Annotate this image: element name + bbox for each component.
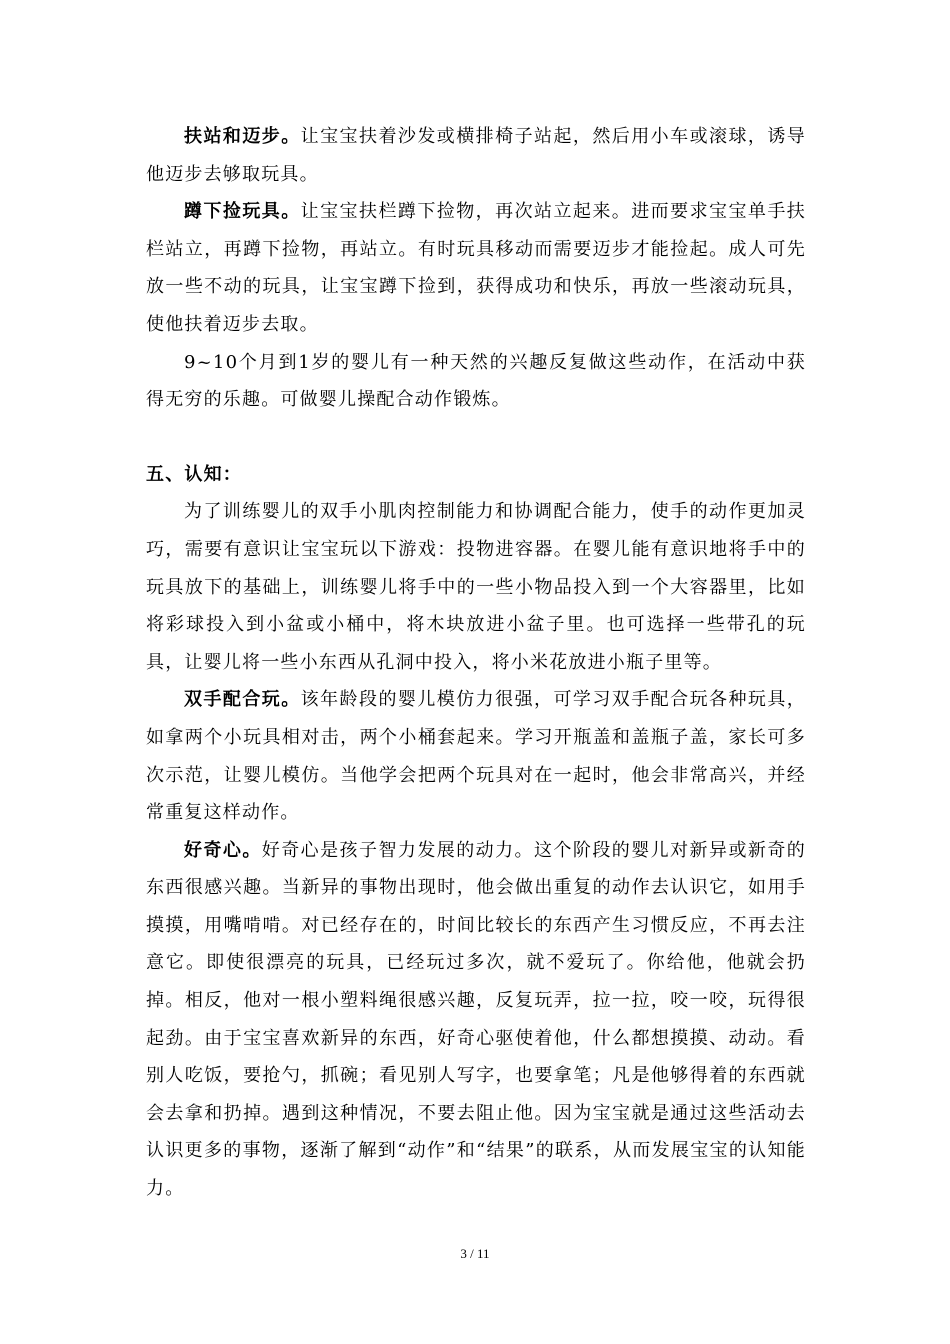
paragraph-interest [146, 344, 806, 419]
paragraph-lead: 双手配合玩。 [184, 689, 301, 711]
paragraph-text: 9~10个月到1岁的婴儿有一种天然的兴趣反复做这些动作，在活动中获得无穷的乐趣。可做婴儿操配合动作锻炼。 [146, 351, 806, 411]
paragraph-squat-pickup [146, 193, 806, 343]
paragraph-lead: 蹲下捡玩具。 [184, 201, 301, 223]
paragraph-text: 为了训练婴儿的双手小肌肉控制能力和协调配合能力，使手的动作更加灵巧，需要有意识让宝宝玩以下游戏：投物进容器。在婴儿能有意识地将手中的玩具放下的基础上，训练婴儿将手中的一些小物品投入到一个大容器里，比如将彩球投入到小盆或小桶中，将木块放进小盆子里。也可选择一些带孔的玩具，让婴儿将一些小东西从孔洞中投入，将小米花放进小瓶子里等。 [146, 501, 806, 673]
paragraph-container-game [146, 493, 806, 681]
paragraph-lead: 扶站和迈步。 [184, 126, 301, 147]
paragraph-text: 让宝宝扶栏蹲下捡物，再次站立起来。进而要求宝宝单手扶栏站立，再蹲下捡物，再站立。有时玩具移动而需要迈步才能捡起。成人可先放一些不动的玩具，让宝宝蹲下捡到，获得成功和快乐，再放一些滚动玩具，使他扶着迈步去取。 [146, 201, 806, 335]
paragraph-curiosity [146, 832, 806, 1208]
paragraph-two-hand-play [146, 681, 806, 831]
document-body [146, 118, 806, 1208]
paragraph-text: 好奇心是孩子智力发展的动力。这个阶段的婴儿对新异或新奇的东西很感兴趣。当新异的事物出现时，他会做出重复的动作去认识它，如用手摸摸，用嘴啃啃。对已经存在的，时间比较长的东西产生习惯反应，不再去注意它。即使很漂亮的玩具，已经玩过多次，就不爱玩了。你给他，他就会扔掉。相反，他对一根小塑料绳很感兴趣，反复玩弄，拉一拉，咬一咬，玩得很起劲。由于宝宝喜欢新异的东西，好奇心驱使着他，什么都想摸摸、动动。看别人吃饭，要抢勺，抓碗；看见别人写字，也要拿笔；凡是他够得着的东西就会去拿和扔掉。遇到这种情况，不要去阻止他。因为宝宝就是通过这些活动去认识更多的事物，逐渐了解到“动作”和“结果”的联系，从而发展宝宝的认知能力。 [146, 839, 806, 1200]
section-heading-cognition: 五、认知： [146, 463, 242, 485]
paragraph-text: 该年龄段的婴儿模仿力很强，可学习双手配合玩各种玩具，如拿两个小玩具相对击，两个小桶套起来。学习开瓶盖和盖瓶子盖，家长可多次示范，让婴儿模仿。当他学会把两个玩具对在一起时，他会非常高兴，并经常重复这样动作。 [146, 689, 806, 824]
paragraph-text: 让宝宝扶着沙发或横排椅子站起，然后用小车或滚球，诱导他迈步去够取玩具。 [146, 126, 806, 185]
paragraph-standing-walking [146, 118, 806, 193]
paragraph-lead: 好奇心。 [184, 839, 262, 861]
page-number: 3 / 11 [460, 1246, 490, 1261]
